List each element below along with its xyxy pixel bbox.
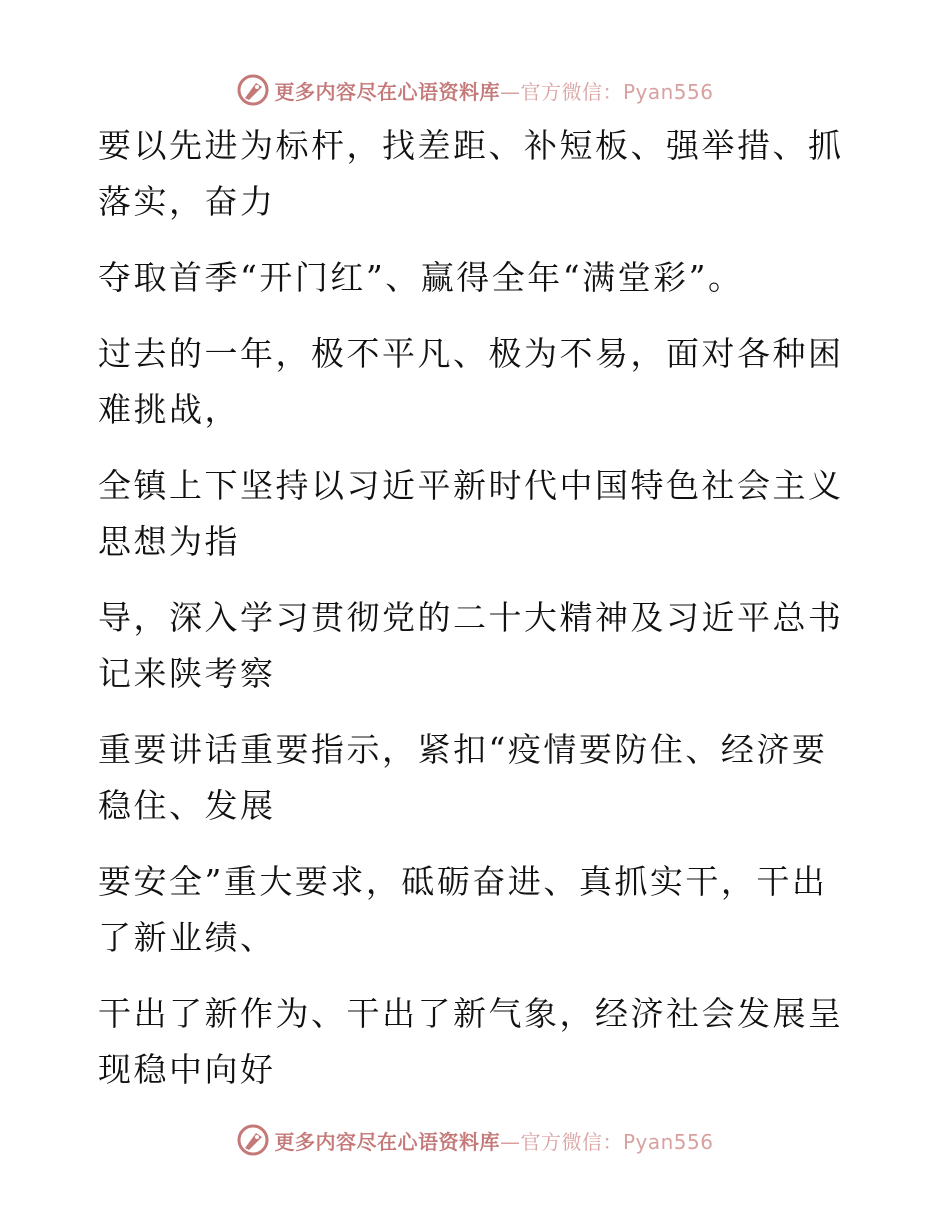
pen-nib-logo-icon (236, 1123, 270, 1157)
paragraph-3 (98, 326, 844, 438)
paragraph-2 (98, 250, 838, 306)
paragraph-1 (98, 118, 844, 230)
watermark-text (274, 1126, 713, 1155)
watermark-brand: 更多内容尽在心语资料库 (274, 79, 500, 104)
text-line: 全镇上下坚持以习近平新时代中国特色社会主义 (98, 466, 844, 505)
watermark-contact: 官方微信：Pyan556 (520, 1129, 714, 1154)
watermark-separator: — (499, 79, 521, 104)
pen-nib-logo-icon (236, 73, 270, 107)
text-line: 重要讲话重要指示，紧扣“疫情要防住、经济要 (98, 730, 828, 769)
header-watermark-banner (0, 70, 950, 110)
text-line: 过去的一年，极不平凡、极为不易，面对各种困 (98, 334, 844, 373)
footer-watermark-banner (0, 1120, 950, 1160)
paragraph-5 (98, 590, 844, 702)
text-line: 落实，奋力 (98, 182, 276, 221)
text-line: 思想为指 (98, 522, 240, 561)
paragraph-7 (98, 854, 838, 966)
watermark-brand: 更多内容尽在心语资料库 (274, 1129, 500, 1154)
watermark-text (274, 76, 713, 105)
paragraph-8 (98, 986, 844, 1098)
text-line: 记来陕考察 (98, 654, 276, 693)
watermark-separator: — (499, 1129, 521, 1154)
text-line: 要安全”重大要求，砥砺奋进、真抓实干，干出 (98, 862, 828, 901)
paragraph-4 (98, 458, 844, 570)
text-line: 要以先进为标杆，找差距、补短板、强举措、抓 (98, 126, 844, 165)
paragraph-6 (98, 722, 838, 834)
text-line: 难挑战， (98, 390, 240, 429)
watermark-contact: 官方微信：Pyan556 (520, 79, 714, 104)
document-body (98, 118, 844, 1098)
text-line: 稳住、发展 (98, 786, 276, 825)
text-line: 了新业绩、 (98, 918, 276, 957)
text-line: 干出了新作为、干出了新气象，经济社会发展呈 (98, 994, 844, 1033)
text-line: 夺取首季“开门红”、赢得全年“满堂彩”。 (98, 258, 744, 297)
text-line: 现稳中向好 (98, 1050, 276, 1089)
text-line: 导，深入学习贯彻党的二十大精神及习近平总书 (98, 598, 844, 637)
